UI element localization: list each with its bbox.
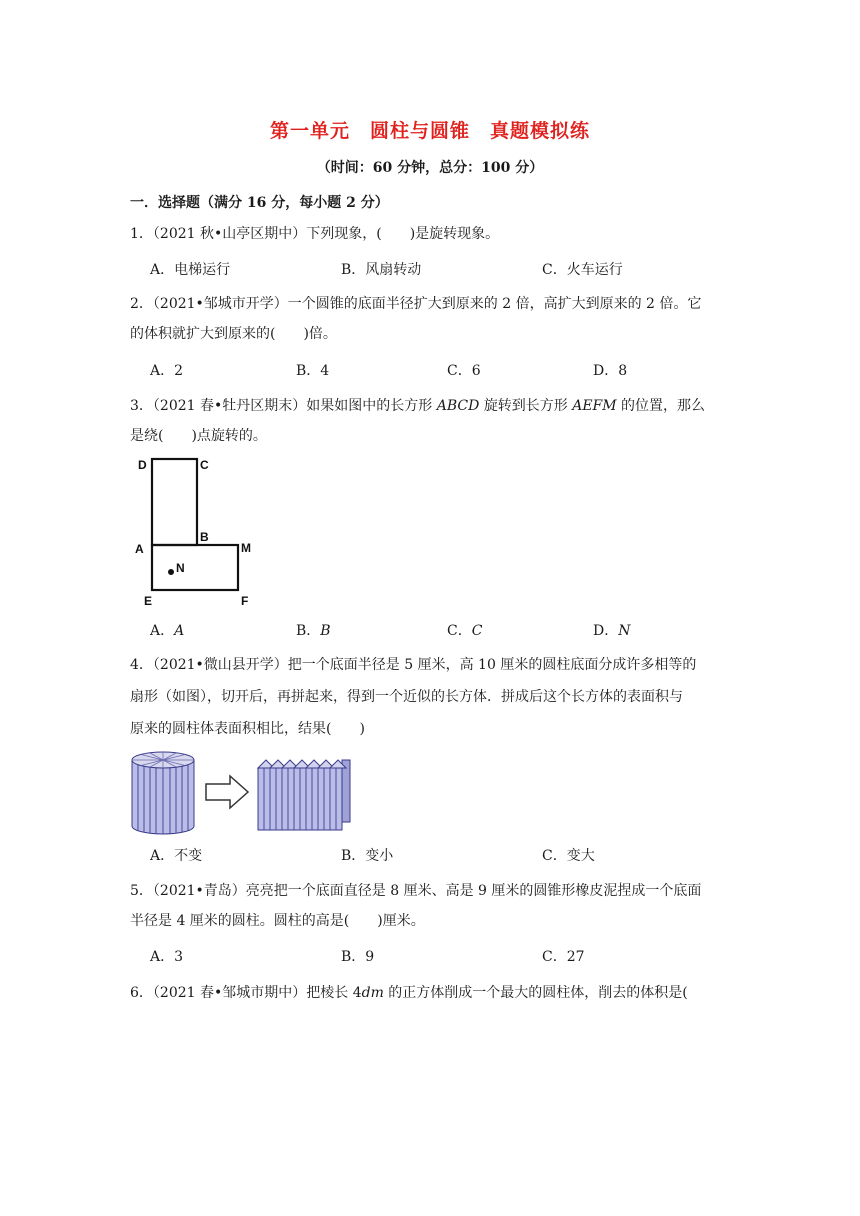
- question-2-option-a: A．2: [150, 363, 184, 379]
- label-a: A: [135, 542, 144, 556]
- question-2-option-c: C．6: [447, 363, 481, 379]
- question-1-option-b: B．风扇转动: [341, 262, 422, 278]
- question-4-option-a: A．不变: [150, 848, 203, 864]
- label-b: B: [200, 530, 209, 544]
- label-f: F: [241, 594, 249, 608]
- label-c: C: [200, 458, 209, 472]
- cylinder-to-cuboid-figure: [128, 746, 358, 838]
- question-1-option-a: A．电梯运行: [150, 262, 231, 278]
- question-3-text-line1: 3．（2021 春•牡丹区期末）如果如图中的长方形 ABCD 旋转到长方形 AEFM 的位置，那么: [130, 398, 706, 414]
- question-6-text: 6．（2021 春•邹城市期中）把棱长 4dm 的正方体削成一个最大的圆柱体，削去的体积是(: [130, 985, 688, 1001]
- label-d: D: [138, 458, 147, 472]
- question-2-text-line2: 的体积就扩大到原来的( )倍。: [130, 326, 337, 342]
- page-subtitle: （时间：60 分钟，总分：100 分）: [316, 160, 544, 176]
- section-heading: 一．选择题（满分 16 分，每小题 2 分）: [130, 195, 389, 211]
- question-1-text: 1．（2021 秋•山亭区期中）下列现象，( )是旋转现象。: [130, 226, 500, 242]
- question-1-option-c: C．火车运行: [542, 262, 623, 278]
- label-e: E: [144, 594, 153, 608]
- question-3-option-d: D．N: [593, 623, 631, 639]
- point-n: [168, 569, 174, 575]
- question-5-option-a: A．3: [150, 949, 184, 965]
- cylinder: [132, 752, 194, 834]
- question-5-text-line2: 半径是 4 厘米的圆柱。圆柱的高是( )厘米。: [130, 913, 425, 929]
- question-5-option-c: C．27: [542, 949, 585, 965]
- page-title: 第一单元 圆柱与圆锥 真题模拟练: [269, 120, 590, 142]
- rotation-rectangles-figure: [130, 452, 270, 612]
- question-2-option-b: B．4: [296, 363, 330, 379]
- question-2-text-line1: 2．（2021•邹城市开学）一个圆锥的底面半径扩大到原来的 2 倍，高扩大到原来的 2 倍。它: [130, 296, 702, 312]
- question-4-option-c: C．变大: [542, 848, 595, 864]
- cuboid: [258, 760, 350, 830]
- question-3-option-a: A．A: [150, 623, 185, 639]
- question-4-text-line2: 扇形（如图），切开后，再拼起来，得到一个近似的长方体．拼成后这个长方体的表面积与: [130, 689, 683, 705]
- question-3-option-c: C．C: [447, 623, 483, 639]
- question-5-option-b: B．9: [341, 949, 375, 965]
- question-3-text-line2: 是绕( )点旋转的。: [130, 428, 267, 444]
- question-4-text-line3: 原来的圆柱体表面积相比，结果( ): [130, 721, 365, 737]
- label-m: M: [241, 541, 251, 555]
- question-2-option-d: D．8: [593, 363, 628, 379]
- rectangle-aefm: [152, 545, 238, 590]
- arrow-icon: [206, 776, 248, 808]
- question-5-text-line1: 5．（2021•青岛）亮亮把一个底面直径是 8 厘米、高是 9 厘米的圆锥形橡皮泥捏成一个底面: [130, 883, 702, 899]
- question-4-option-b: B．变小: [341, 848, 394, 864]
- label-n: N: [176, 561, 185, 575]
- question-3-option-b: B．B: [296, 623, 331, 639]
- question-4-text-line1: 4．（2021•微山县开学）把一个底面半径是 5 厘米，高 10 厘米的圆柱底面分成许多相等的: [130, 657, 697, 673]
- rectangle-abcd: [152, 459, 197, 545]
